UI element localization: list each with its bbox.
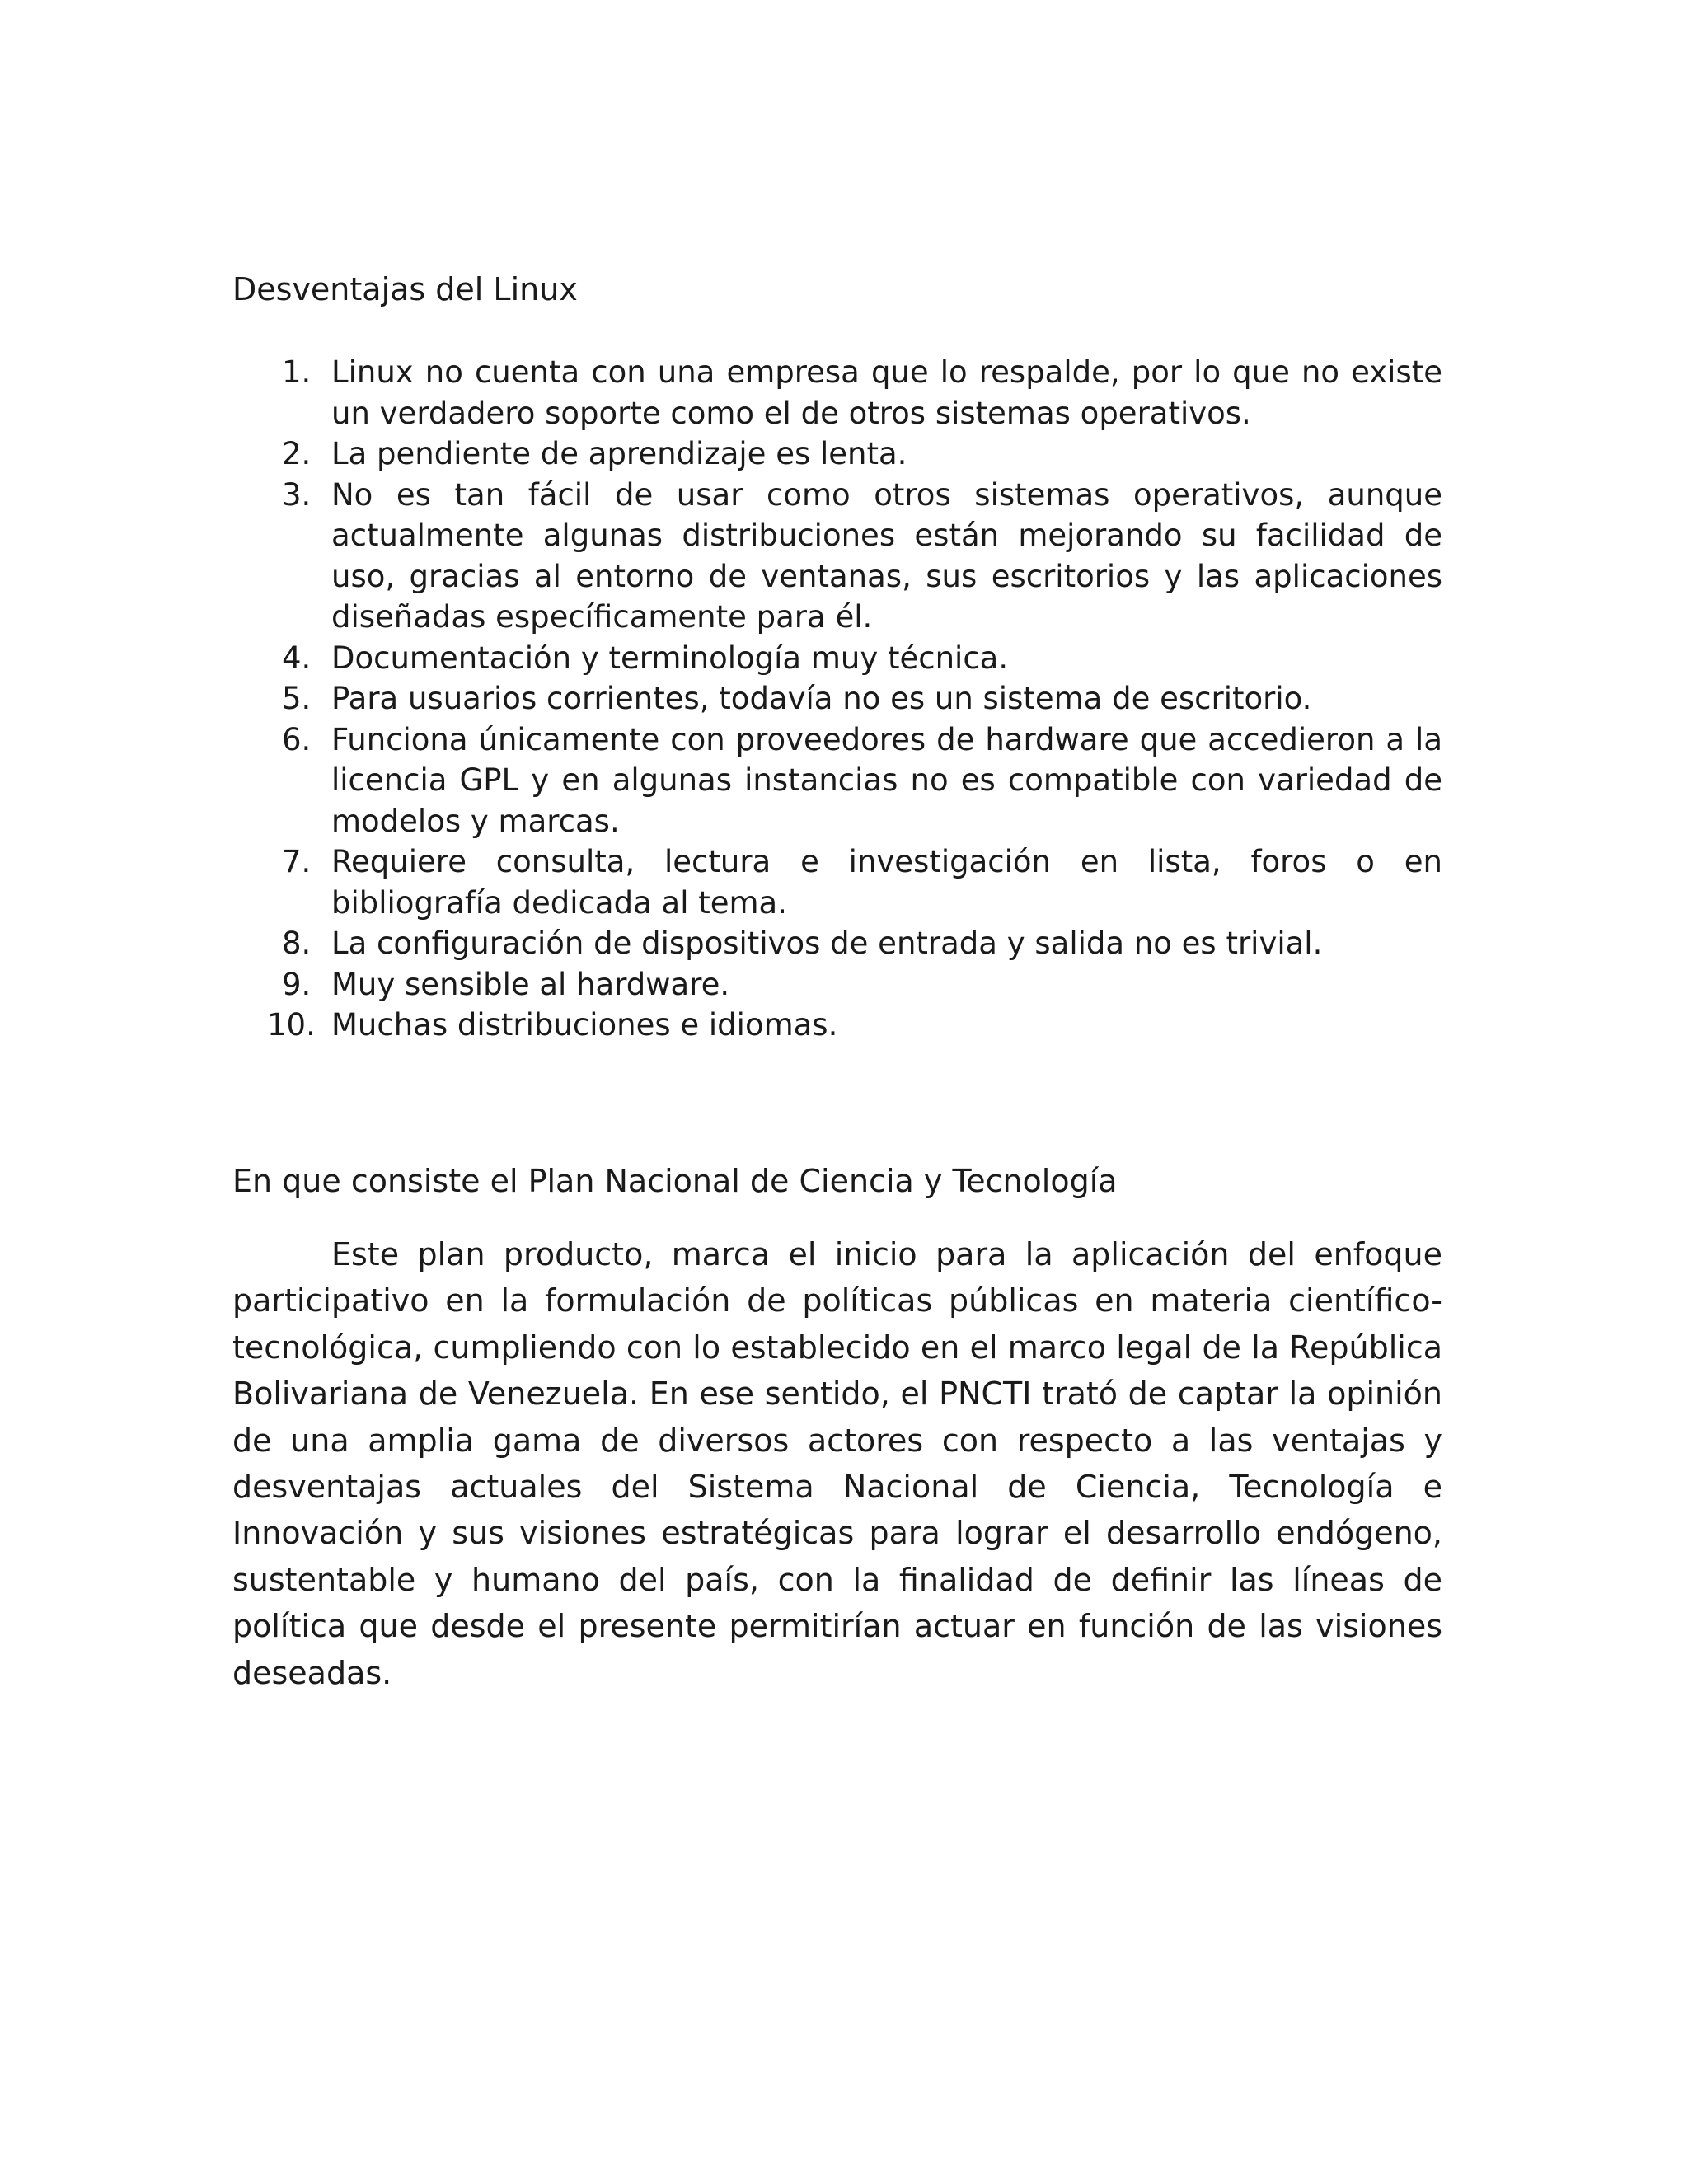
list-item-number: 10.: [267, 1007, 316, 1043]
list-item-text: Funciona únicamente con proveedores de hardware que accedieron a la licencia GPL y en algunas instancias no es compatible con variedad de modelos y marcas.: [331, 721, 1442, 839]
list-item: [232, 1005, 1442, 1046]
section-heading-desventajas: Desventajas del Linux: [232, 271, 578, 307]
list-item: [232, 719, 1442, 842]
list-item: [232, 475, 1442, 638]
list-item: [232, 352, 1442, 434]
list-item-number: 9.: [282, 966, 312, 1002]
list-item-text: La pendiente de aprendizaje es lenta.: [331, 436, 907, 471]
list-item-number: 2.: [282, 436, 312, 471]
list-item-text: Muy sensible al hardware.: [331, 966, 730, 1002]
section-heading-plan-nacional: En que consiste el Plan Nacional de Ciencia y Tecnología: [232, 1163, 1118, 1199]
list-item: [232, 434, 1442, 475]
list-item-number: 1.: [282, 354, 312, 390]
list-item-text: Para usuarios corrientes, todavía no es un sistema de escritorio.: [331, 681, 1312, 716]
list-item-text: La configuración de dispositivos de entrada y salida no es trivial.: [331, 926, 1323, 961]
list-item-text: No es tan fácil de usar como otros sistemas operativos, aunque actualmente algunas distribuciones están mejorando su facilidad de uso, gracias al entorno de ventanas, sus escritorios y las aplicaciones diseñadas específicamente para él.: [331, 476, 1442, 635]
list-item: [232, 923, 1442, 964]
list-item-number: 3.: [282, 476, 312, 513]
list-item-text: Documentación y terminología muy técnica.: [331, 640, 1009, 676]
disadvantages-list: [232, 352, 1442, 1046]
list-item: [232, 678, 1442, 719]
list-item-number: 8.: [282, 926, 312, 961]
list-item: [232, 964, 1442, 1005]
list-item-number: 6.: [282, 721, 312, 757]
list-item-text: Muchas distribuciones e idiomas.: [331, 1007, 838, 1043]
list-item: [232, 841, 1442, 923]
list-item-number: 5.: [282, 681, 312, 716]
list-item-text: Linux no cuenta con una empresa que lo respalde, por lo que no existe un verdadero soporte como el de otros sistemas operativos.: [331, 354, 1442, 431]
list-item-number: 7.: [282, 844, 312, 879]
list-item: [232, 638, 1442, 679]
list-item-text: Requiere consulta, lectura e investigación en lista, foros o en bibliografía dedicada al tema.: [331, 844, 1442, 921]
body-paragraph: Este plan producto, marca el inicio para la aplicación del enfoque participativo en la formulación de políticas públicas en materia científico-tecnológica, cumpliendo con lo establecido en el marco legal de la República Bolivariana de Venezuela. En ese sentido, el PNCTI trató de captar la opinión de una amplia gama de diversos actores con respecto a las ventajas y desventajas actuales del Sistema Nacional de Ciencia, Tecnología e Innovación y sus visiones estratégicas para lograr el desarrollo endógeno, sustentable y humano del país, con la finalidad de definir las líneas de política que desde el presente permitirían actuar en función de las visiones deseadas.: [232, 1236, 1442, 1691]
list-item-number: 4.: [282, 640, 312, 676]
